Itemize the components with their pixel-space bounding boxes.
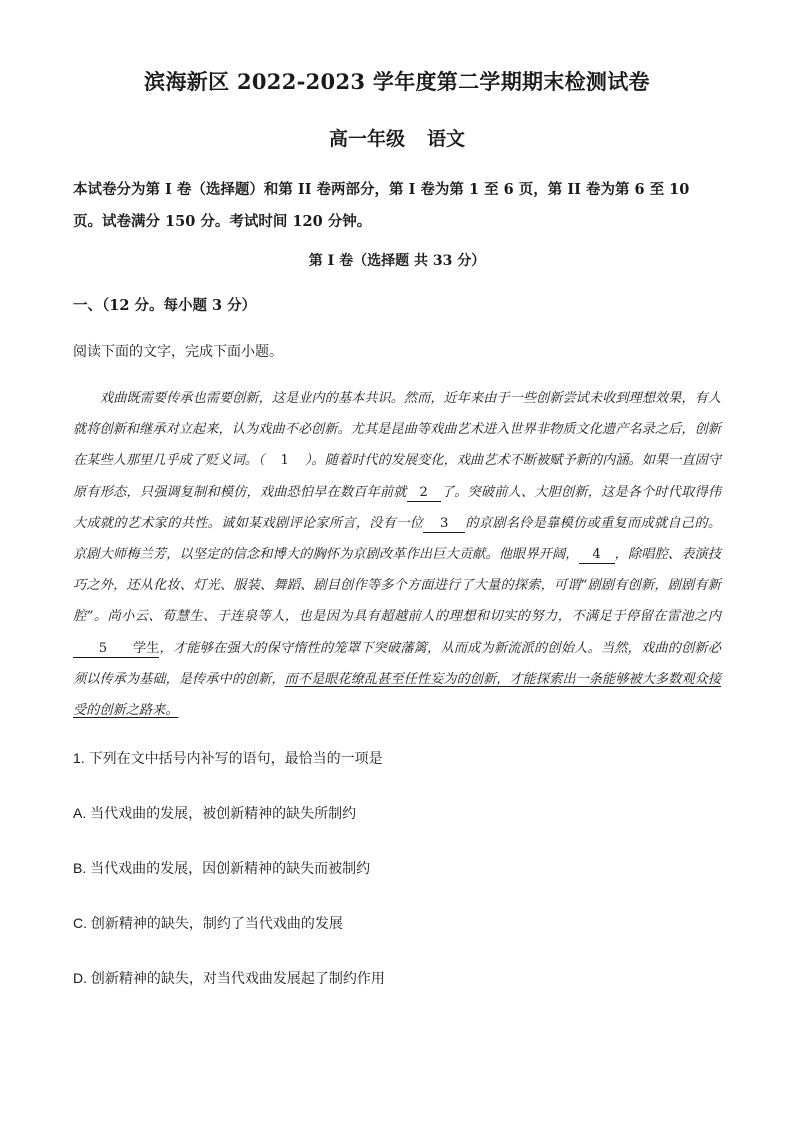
passage-text-6: ，才能够在强大的保守惰性的笼罩下突破藩篱，从而成为新流派的创始人。当然，戏曲的创新必须以传承为基础，是传承中的创新， — [73, 640, 721, 687]
passage-text-3: 了。突破前人、大胆创新，这是各个时代取得伟大成就的艺术家的共性。诚如某戏剧评论家所言，没有一位 — [73, 484, 722, 531]
reading-passage — [73, 383, 721, 726]
instructions-line-2: 页。试卷满分 150 分。考试时间 120 分钟。 — [73, 213, 372, 230]
blank-1: 1 — [280, 453, 289, 469]
subject-label: 语文 — [427, 128, 466, 150]
underlined-sentence: 而不是眼花缭乱甚至任性妄为的创新，才能探索出一条能够被大多数观众接受的创新之路来。 — [73, 671, 722, 719]
exam-subtitle — [0, 124, 794, 151]
instructions-line-1: 本试卷分为第 I 卷（选择题）和第 II 卷两部分，第 I 卷为第 1 至 6 页，第 II 卷为第 6 至 10 — [73, 181, 690, 198]
passage-text-4: 的京剧名伶是靠模仿或重复而成就自己的。京剧大师梅兰芳，以坚定的信念和博大的胸怀为京剧改革作出巨大贡献。他眼界开阔， — [73, 515, 722, 563]
passage-text-5: ，除唱腔、表演技巧之外，还从化妆、灯光、服装、舞蹈、剧目创作等多个方面进行了大量的探索，可谓“剧剧有创新，剧剧有新腔”。尚小云、荀慧生、于连泉等人，也是因为具有超越前人的理想和切实的努力，不满足于停留在雷池之内 — [73, 547, 721, 625]
blank-3: 3 — [423, 516, 465, 533]
option-b[interactable]: B. 当代戏曲的发展，因创新精神的缺失而被制约 — [73, 860, 371, 876]
grade-label: 高一年级 — [328, 128, 405, 150]
blank-4: 4 — [579, 547, 615, 564]
blank-5-suffix: 学生 — [133, 640, 160, 656]
blank-2: 2 — [407, 485, 441, 502]
part-title: 第 I 卷（选择题 共 33 分） — [308, 253, 486, 269]
reading-instruction: 阅读下面的文字，完成下面小题。 — [73, 343, 283, 359]
question-1-stem: 1. 下列在文中括号内补写的语句，最恰当的一项是 — [73, 750, 383, 766]
option-d[interactable]: D. 创新精神的缺失，对当代戏曲发展起了制约作用 — [73, 970, 385, 986]
exam-title: 滨海新区 2022-2023 学年度第二学期期末检测试卷 — [144, 69, 650, 94]
passage-text-2: ）。随着时代的发展变化，戏曲艺术不断被赋予新的内涵。如果一直固守原有形态，只强调复制和模仿，戏曲恐怕早在数百年前就 — [73, 453, 721, 500]
section-heading: 一、（12 分。每小题 3 分） — [73, 297, 257, 314]
passage-text-1: 戏曲既需要传承也需要创新，这是业内的基本共识。然而，近年来由于一些创新尝试未收到理想效果，有人就将创新和继承对立起来，认为戏曲不必创新。尤其是昆曲等戏曲艺术进入世界非物质文化遗产名录之后，创新在某些人那里几乎成了贬义词。（ — [73, 391, 721, 469]
option-a[interactable]: A. 当代戏曲的发展，被创新精神的缺失所制约 — [73, 805, 357, 821]
exam-instructions — [73, 174, 723, 238]
blank-5: 5 — [73, 641, 133, 658]
option-c[interactable]: C. 创新精神的缺失，制约了当代戏曲的发展 — [73, 915, 343, 931]
